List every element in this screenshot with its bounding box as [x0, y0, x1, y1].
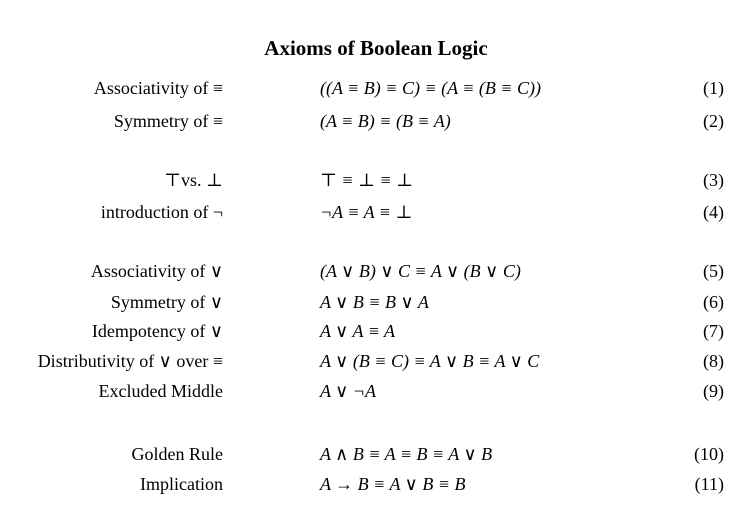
equation-number: (2)	[703, 111, 724, 131]
axiom-name: Implication	[140, 474, 223, 494]
axiom-row-8	[0, 351, 752, 377]
axiom-formula: ⊤ ≡ ⊥ ≡ ⊥	[320, 170, 414, 190]
axiom-formula: ¬A ≡ A ≡ ⊥	[320, 202, 413, 222]
axiom-name: Idempotency of ∨	[91, 321, 223, 341]
axiom-row-3	[0, 170, 752, 196]
axiom-row-9	[0, 381, 752, 407]
equation-number: (5)	[703, 261, 724, 281]
axiom-name: ⊤vs. ⊥	[164, 170, 223, 190]
equation-number: (4)	[703, 202, 724, 222]
axiom-formula: A ∨ A ≡ A	[320, 321, 396, 341]
page-title: Axioms of Boolean Logic	[264, 36, 488, 60]
axiom-row-2	[0, 111, 752, 137]
axiom-name: Distributivity of ∨ over ≡	[37, 351, 223, 371]
equation-number: (3)	[703, 170, 724, 190]
axiom-row-5	[0, 261, 752, 287]
axiom-name: introduction of ¬	[100, 202, 223, 222]
axiom-formula: ((A ≡ B) ≡ C) ≡ (A ≡ (B ≡ C))	[320, 78, 542, 98]
equation-number: (10)	[694, 444, 724, 464]
axiom-name: Golden Rule	[131, 444, 223, 464]
axiom-name: Symmetry of ≡	[113, 111, 223, 131]
equation-number: (1)	[703, 78, 724, 98]
axiom-formula: A → B ≡ A ∨ B ≡ B	[320, 474, 466, 494]
axiom-formula: A ∨ (B ≡ C) ≡ A ∨ B ≡ A ∨ C	[320, 351, 540, 371]
axiom-formula: A ∧ B ≡ A ≡ B ≡ A ∨ B	[320, 444, 493, 464]
axiom-row-4	[0, 202, 752, 228]
equation-number: (7)	[703, 321, 724, 341]
axiom-row-10	[0, 444, 752, 470]
equation-number: (11)	[694, 474, 724, 494]
axiom-row-11	[0, 474, 752, 500]
axiom-formula: (A ≡ B) ≡ (B ≡ A)	[320, 111, 451, 131]
axiom-formula: (A ∨ B) ∨ C ≡ A ∨ (B ∨ C)	[320, 261, 521, 281]
axiom-name: Symmetry of ∨	[110, 292, 223, 312]
axiom-name: Associativity of ≡	[93, 78, 223, 98]
equation-number: (6)	[703, 292, 724, 312]
equation-number: (8)	[703, 351, 724, 371]
axiom-name: Excluded Middle	[98, 381, 223, 401]
equation-number: (9)	[703, 381, 724, 401]
axiom-formula: A ∨ ¬A	[320, 381, 376, 401]
axiom-formula: A ∨ B ≡ B ∨ A	[320, 292, 429, 312]
axiom-name: Associativity of ∨	[90, 261, 223, 281]
axiom-row-7	[0, 321, 752, 347]
axiom-row-1	[0, 78, 752, 104]
axiom-row-6	[0, 292, 752, 318]
